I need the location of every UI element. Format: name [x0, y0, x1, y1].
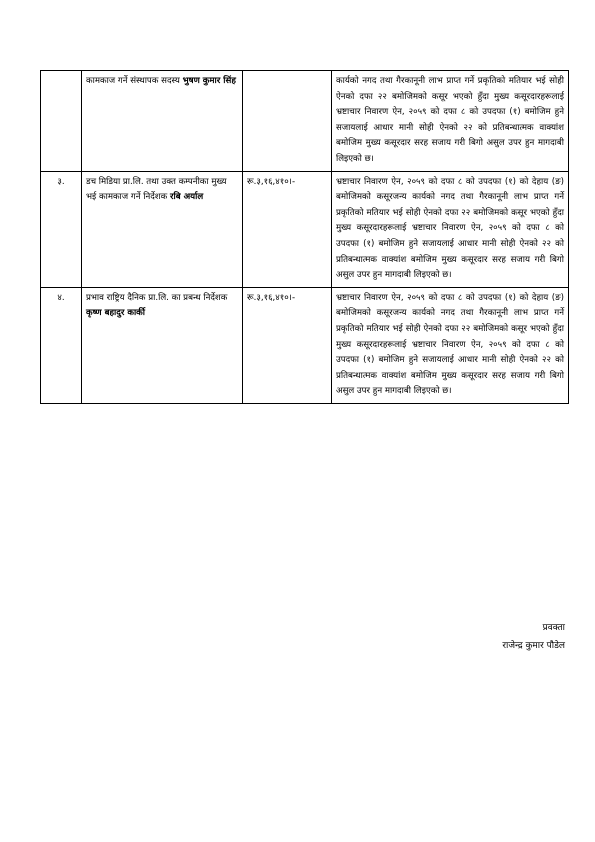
amount-cell: रू.३,१६,४१०।-: [243, 287, 332, 403]
defendant-cell: [82, 171, 243, 287]
defendant-name: रबि अर्याल: [169, 192, 204, 203]
serial-number: [41, 71, 82, 172]
defendant-name: कृष्ण बहादुर कार्की: [86, 308, 145, 319]
defendant-description: डच मिडिया प्रा.लि. तथा उक्त कम्पनीका मुख्य भई कामकाज गर्ने निर्देशक: [86, 176, 227, 203]
defendant-cell: [82, 71, 243, 172]
table-row: [41, 287, 569, 403]
claim-cell: भ्रष्टाचार निवारण ऐन, २०५९ को दफा ८ को उपदफा (१) को देहाय (ङ) बमोजिमको कसूरजन्य कार्यको नगद तथा गैरकानूनी लाभ प्राप्त गर्ने प्रकृतिको मतियार भई सोही ऐनको दफा २२ बमोजिमको कसूर भएको हुँदा मुख्य कसूरदारहरूलाई भ्रष्टाचार निवारण ऐन, २०५९ को दफा ८ को उपदफा (१) बमोजिम हुने सजायलाई आधार मानी सोही ऐनको २२ को प्रतिबन्धात्मक वाक्यांश बमोजिम मुख्य कसूरदार सरह सजाय गरी बिगो असुल उपर हुन मागदाबी लिइएको छ।: [332, 171, 569, 287]
serial-number: ३.: [41, 171, 82, 287]
defendant-cell: [82, 287, 243, 403]
signature-title: प्रवक्ता: [542, 623, 565, 633]
defendant-name: भुषण कुमार सिंह: [182, 76, 236, 86]
signature-block: [502, 619, 565, 655]
amount-cell: रू.३,१६,४१०।-: [243, 171, 332, 287]
defendant-description: कामकाज गर्ने संस्थापक सदस्य: [86, 76, 180, 86]
table-row: [41, 71, 569, 172]
serial-number: ४.: [41, 287, 82, 403]
defendant-description: प्रभाव राष्ट्रिय दैनिक प्रा.लि. का प्रबन्ध निर्देशक: [86, 292, 228, 303]
amount-cell: [243, 71, 332, 172]
claim-cell: कार्यको नगद तथा गैरकानूनी लाभ प्राप्त गर्ने प्रकृतिको मतियार भई सोही ऐनको दफा २२ बमोजिमको कसूर भएको हुँदा मुख्य कसूरदारहरूलाई भ्रष्टाचार निवारण ऐन, २०५९ को दफा ८ को उपदफा (१) बमोजिम हुने सजायलाई आधार मानी सोही ऐनको २२ को प्रतिबन्धात्मक वाक्यांश बमोजिम मुख्य कसूरदार सरह सजाय गरी बिगो असुल उपर हुन मागदाबी लिइएको छ।: [332, 71, 569, 172]
cases-table: [40, 70, 569, 404]
table-row: [41, 171, 569, 287]
signature-name: राजेन्द्र कुमार पौडेल: [502, 641, 565, 651]
claim-cell: भ्रष्टाचार निवारण ऐन, २०५९ को दफा ८ को उपदफा (१) को देहाय (ङ) बमोजिमको कसूरजन्य कार्यको नगद तथा गैरकानूनी लाभ प्राप्त गर्ने प्रकृतिको मतियार भई सोही ऐनको दफा २२ बमोजिमको कसूर भएको हुँदा मुख्य कसूरदारहरूलाई भ्रष्टाचार निवारण ऐन, २०५९ को दफा ८ को उपदफा (१) बमोजिम हुने सजायलाई आधार मानी सोही ऐनको २२ को प्रतिबन्धात्मक वाक्यांश बमोजिम मुख्य कसूरदार सरह सजाय गरी बिगो असुल उपर हुन मागदाबी लिइएको छ।: [332, 287, 569, 403]
